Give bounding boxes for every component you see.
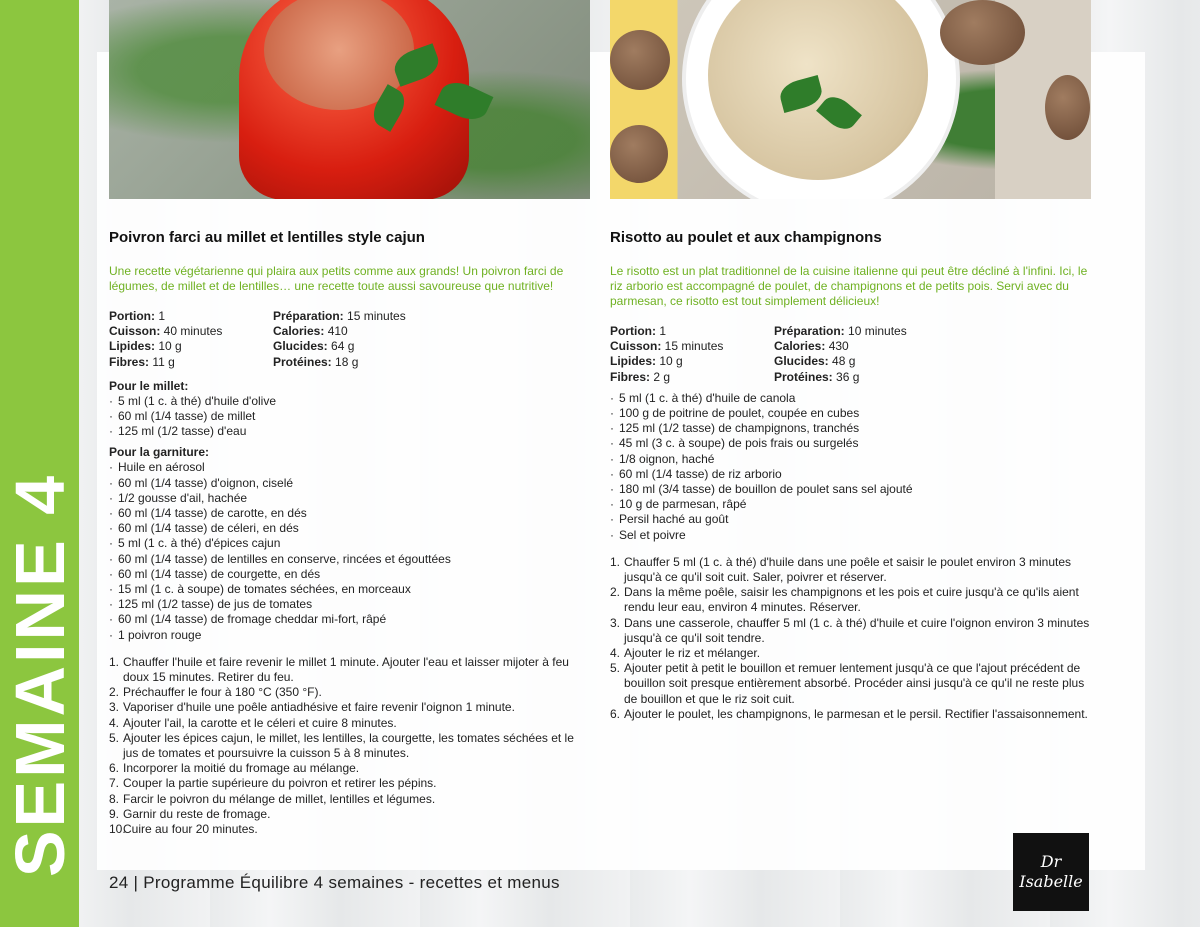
page-footer: 24 | Programme Équilibre 4 semaines - recettes et menus xyxy=(109,873,560,892)
info-label: Calories: xyxy=(774,339,826,354)
ingredient-item: · Sel et poivre xyxy=(610,528,1090,543)
sidebar xyxy=(0,0,79,927)
recipe-intro: Le risotto est un plat traditionnel de la cuisine italienne qui peut être décliné à l'infini. Ici, le riz arborio est accompagné de poulet, de champignons et de petits pois. Servi avec du parmesan, ce risotto est tout simplement délicieux! xyxy=(610,264,1088,308)
ingredient-item: · 60 ml (1/4 tasse) de millet xyxy=(109,409,589,424)
info-item xyxy=(109,324,273,339)
info-item xyxy=(109,309,273,324)
step-number: 3. xyxy=(610,615,621,630)
step-number: 6. xyxy=(610,706,621,721)
step-number: 8. xyxy=(109,791,120,806)
ingredient-item: · 100 g de poitrine de poulet, coupée en cubes xyxy=(610,406,1090,421)
step-item xyxy=(109,807,589,822)
step-text: Dans la même poêle, saisir les champignons et les pois et cuire jusqu'à ce qu'ils aient rendu leur eau, environ 4 minutes. Réserver. xyxy=(624,585,1079,615)
info-value: 18 g xyxy=(331,354,359,369)
info-label: Portion: xyxy=(109,309,155,323)
stuffed-pepper-photo xyxy=(109,0,590,199)
info-label: Calories: xyxy=(273,324,325,339)
step-text: Chauffer 5 ml (1 c. à thé) d'huile dans une poêle et saisir le poulet environ 3 minutes jusqu'à ce qu'il soit cuit. Saler, poivrer et réserver. xyxy=(624,554,1071,585)
info-value: 40 minutes xyxy=(160,324,223,339)
info-value: 410 xyxy=(324,324,348,339)
step-item xyxy=(610,707,1090,722)
step-item xyxy=(109,700,589,715)
ingredient-item: · 125 ml (1/2 tasse) de champignons, tranchés xyxy=(610,421,1090,436)
ingredient-item: · 5 ml (1 c. à thé) d'huile d'olive xyxy=(109,394,589,409)
ingredient-item: · 125 ml (1/2 tasse) de jus de tomates xyxy=(109,597,589,612)
info-label: Préparation: xyxy=(273,309,344,323)
info-item xyxy=(774,324,1090,339)
step-number: 2. xyxy=(109,685,120,700)
ingredient-item: · 60 ml (1/4 tasse) de riz arborio xyxy=(610,467,1090,482)
ingredients-list xyxy=(109,394,589,440)
recipe-title: Risotto au poulet et aux champignons xyxy=(610,229,882,246)
nutrition-info xyxy=(109,309,589,370)
ingredient-item: · 1/8 oignon, haché xyxy=(610,452,1090,467)
ingredient-item: · 180 ml (3/4 tasse) de bouillon de poulet sans sel ajouté xyxy=(610,482,1090,497)
step-text: Garnir du reste de fromage. xyxy=(123,806,271,821)
info-item xyxy=(273,309,589,324)
week-title: SEMAINE 4 xyxy=(0,472,79,878)
info-item xyxy=(273,324,589,339)
step-item xyxy=(610,555,1090,585)
step-number: 10. xyxy=(109,822,126,837)
step-text: Farcir le poivron du mélange de millet, lentilles et légumes. xyxy=(123,791,436,806)
info-item xyxy=(774,354,1090,369)
info-label: Cuisson: xyxy=(610,339,662,354)
logo-line-1: Dr xyxy=(1040,852,1062,871)
info-label: Lipides: xyxy=(109,339,156,354)
ingredients-heading: Pour la garniture: xyxy=(109,445,210,460)
info-value: 430 xyxy=(825,339,849,354)
info-item xyxy=(610,339,774,354)
step-item xyxy=(109,761,589,776)
info-item xyxy=(273,339,589,354)
info-value: 15 minutes xyxy=(661,339,724,354)
info-item xyxy=(610,354,774,369)
step-text: Ajouter les épices cajun, le millet, les lentilles, la courgette, les tomates séchées et le jus de tomates et poursuivre la cuisson 5 à 8 minutes. xyxy=(123,730,574,761)
risotto-photo xyxy=(610,0,1091,199)
step-item xyxy=(109,731,589,761)
info-item xyxy=(610,324,774,339)
ingredient-item: · Huile en aérosol xyxy=(109,460,589,475)
recipe-chicken-risotto xyxy=(610,228,1090,722)
info-label: Protéines: xyxy=(774,369,833,384)
ingredient-item: · Persil haché au goût xyxy=(610,512,1090,527)
recipe-title: Poivron farci au millet et lentilles style cajun xyxy=(109,229,425,246)
step-number: 5. xyxy=(610,661,621,676)
dr-isabelle-logo xyxy=(1013,833,1089,911)
ingredient-item: · 60 ml (1/4 tasse) d'oignon, ciselé xyxy=(109,476,589,491)
step-text: Couper la partie supérieure du poivron et retirer les pépins. xyxy=(123,776,437,791)
step-item xyxy=(610,616,1090,646)
ingredient-item: · 10 g de parmesan, râpé xyxy=(610,497,1090,512)
info-item xyxy=(273,355,589,370)
mushroom-shape xyxy=(610,30,670,90)
step-text: Dans une casserole, chauffer 5 ml (1 c. à thé) d'huile et cuire l'oignon environ 3 minutes jusqu'à ce qu'il soit tendre. xyxy=(624,615,1090,645)
step-text: Chauffer l'huile et faire revenir le millet 1 minute. Ajouter l'eau et laisser mijoter à feu doux 15 minutes. Retirer du feu. xyxy=(123,654,569,685)
nutrition-info xyxy=(610,324,1090,385)
info-item xyxy=(774,339,1090,354)
info-item xyxy=(109,355,273,370)
step-text: Ajouter le riz et mélanger. xyxy=(624,646,761,661)
recipe-intro: Une recette végétarienne qui plaira aux petits comme aux grands! Un poivron farci de légumes, de millet et de lentilles… une recette toute aussi savoureuse que nutritive! xyxy=(109,264,564,293)
steps-list xyxy=(109,655,589,837)
ingredient-item: · 60 ml (1/4 tasse) de lentilles en conserve, rincées et égouttées xyxy=(109,552,589,567)
step-text: Ajouter petit à petit le bouillon et remuer lentement jusqu'à ce que l'ajout précédent de bouillon soit presque entièrement absorbé. Procéder ainsi jusqu'à ce qu'il ne reste plus de bouillon et que le riz soit cuit. xyxy=(624,661,1085,706)
info-item xyxy=(109,339,273,354)
info-label: Protéines: xyxy=(273,354,332,369)
info-value: 1 xyxy=(155,309,166,323)
info-value: 11 g xyxy=(149,354,175,369)
info-item xyxy=(610,370,774,385)
step-number: 9. xyxy=(109,806,120,821)
info-label: Lipides: xyxy=(610,354,657,369)
ingredient-item: · 60 ml (1/4 tasse) de courgette, en dés xyxy=(109,567,589,582)
ingredient-item: · 15 ml (1 c. à soupe) de tomates séchées, en morceaux xyxy=(109,582,589,597)
step-number: 3. xyxy=(109,700,120,715)
step-text: Préchauffer le four à 180 °C (350 °F). xyxy=(123,685,322,700)
info-value: 15 minutes xyxy=(343,309,406,323)
ingredient-item: · 1 poivron rouge xyxy=(109,628,589,643)
info-label: Fibres: xyxy=(610,369,651,384)
step-text: Incorporer la moitié du fromage au mélange. xyxy=(123,761,360,776)
ingredient-item: · 5 ml (1 c. à thé) d'huile de canola xyxy=(610,391,1090,406)
info-label: Préparation: xyxy=(774,324,845,338)
info-label: Portion: xyxy=(610,324,656,338)
ingredient-item: · 60 ml (1/4 tasse) de céleri, en dés xyxy=(109,521,589,536)
step-item xyxy=(109,776,589,791)
step-item xyxy=(109,716,589,731)
info-value: 10 minutes xyxy=(844,324,907,338)
info-value: 64 g xyxy=(327,339,355,354)
step-text: Ajouter le poulet, les champignons, le parmesan et le persil. Rectifier l'assaisonnement. xyxy=(624,706,1088,721)
info-item xyxy=(774,370,1090,385)
mushroom-shape xyxy=(1045,75,1090,140)
step-item xyxy=(109,655,589,685)
ingredient-item: · 45 ml (3 c. à soupe) de pois frais ou surgelés xyxy=(610,436,1090,451)
step-item xyxy=(610,585,1090,615)
recipe-stuffed-pepper xyxy=(109,228,589,837)
step-text: Vaporiser d'huile une poêle antiadhésive et faire revenir l'oignon 1 minute. xyxy=(123,700,515,715)
step-item xyxy=(109,822,589,837)
step-number: 1. xyxy=(109,654,120,669)
info-value: 36 g xyxy=(832,369,860,384)
ingredient-item: · 125 ml (1/2 tasse) d'eau xyxy=(109,424,589,439)
info-value: 10 g xyxy=(656,354,683,369)
info-label: Glucides: xyxy=(774,354,829,369)
step-number: 4. xyxy=(109,715,120,730)
ingredient-item: · 60 ml (1/4 tasse) de carotte, en dés xyxy=(109,506,589,521)
info-value: 2 g xyxy=(650,369,671,384)
info-label: Cuisson: xyxy=(109,324,161,339)
step-item xyxy=(109,792,589,807)
info-value: 48 g xyxy=(828,354,856,369)
info-label: Fibres: xyxy=(109,354,150,369)
info-value: 10 g xyxy=(155,339,182,354)
step-number: 7. xyxy=(109,776,120,791)
step-text: Cuire au four 20 minutes. xyxy=(123,822,258,837)
ingredient-item: · 5 ml (1 c. à thé) d'épices cajun xyxy=(109,536,589,551)
info-label: Glucides: xyxy=(273,339,328,354)
step-item xyxy=(109,685,589,700)
mushroom-shape xyxy=(940,0,1025,65)
step-text: Ajouter l'ail, la carotte et le céleri et cuire 8 minutes. xyxy=(123,715,397,730)
ingredient-item: · 60 ml (1/4 tasse) de fromage cheddar mi-fort, râpé xyxy=(109,612,589,627)
info-value: 1 xyxy=(656,324,667,338)
ingredient-item: · 1/2 gousse d'ail, hachée xyxy=(109,491,589,506)
step-number: 6. xyxy=(109,761,120,776)
step-number: 4. xyxy=(610,646,621,661)
ingredients-heading: Pour le millet: xyxy=(109,378,189,393)
step-number: 2. xyxy=(610,585,621,600)
step-item xyxy=(610,646,1090,661)
step-item xyxy=(610,661,1090,707)
steps-list xyxy=(610,555,1090,722)
step-number: 1. xyxy=(610,554,621,569)
ingredients-list xyxy=(109,460,589,642)
logo-line-2: Isabelle xyxy=(1019,872,1083,891)
step-number: 5. xyxy=(109,730,120,745)
ingredients-list xyxy=(610,391,1090,543)
mushroom-shape xyxy=(610,125,668,183)
